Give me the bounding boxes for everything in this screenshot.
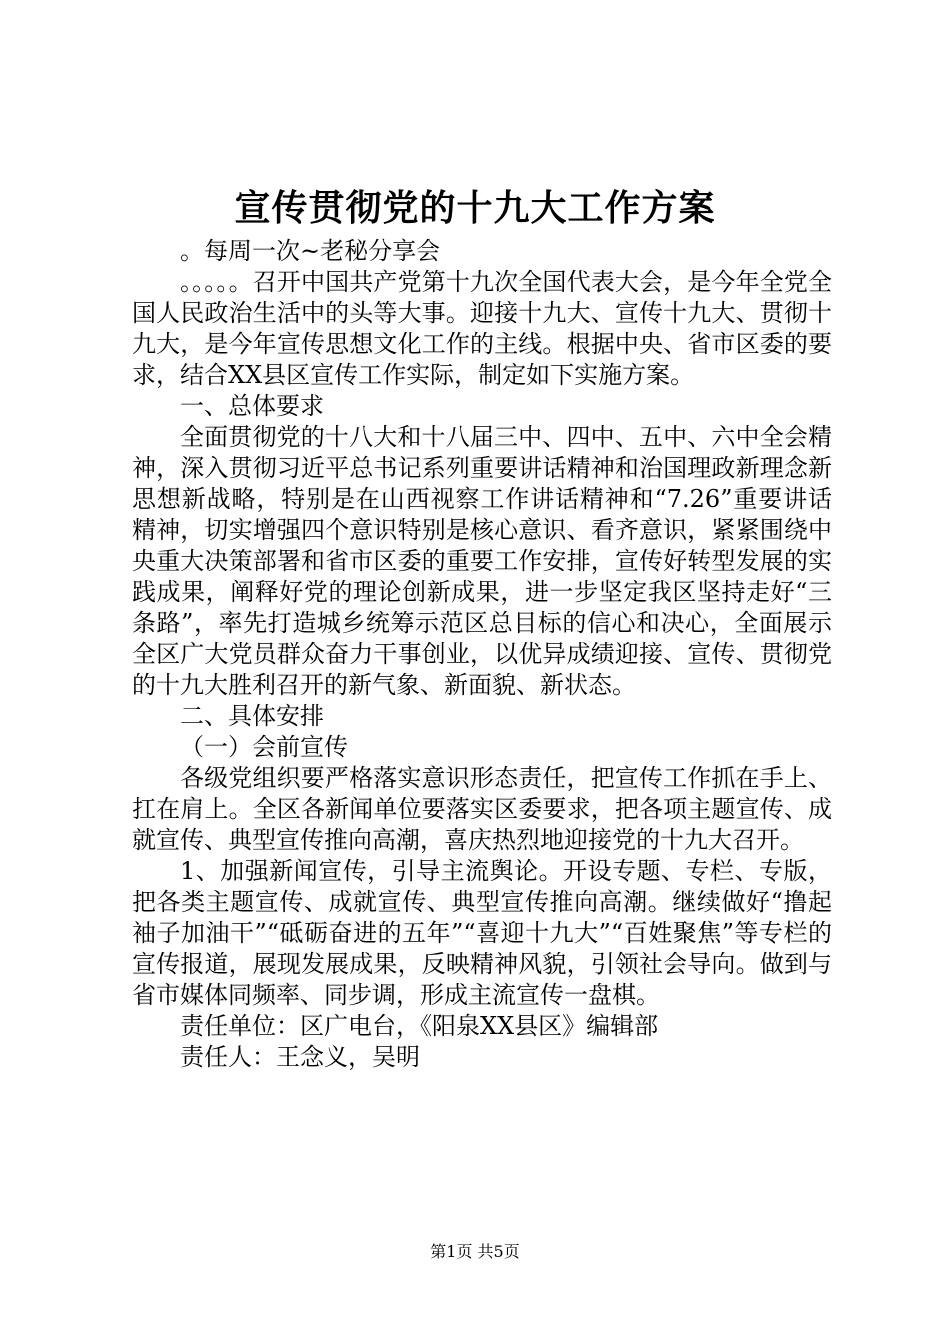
section-heading-specific-arrangements: 二、具体安排: [180, 702, 324, 730]
paragraph-responsible-unit: 责任单位：区广电台，《阳泉XX县区》编辑部: [180, 1012, 659, 1040]
paragraph-intro: 。。。。。召开中国共产党第十九次全国代表大会，是今年全党全国人民政治生活中的头等大事。迎接十九大、宣传十九大、贯彻十九大，是今年宣传思想文化工作的主线。根据中央、省市区委的要求，结合XX县区宣传工作实际，制定如下实施方案。: [132, 268, 832, 389]
section-heading-general-requirements: 一、总体要求: [180, 392, 324, 420]
paragraph-general-requirements: 全面贯彻党的十八大和十八届三中、四中、五中、六中全会精神，深入贯彻习近平总书记系列重要讲话精神和治国理政新理念新思想新战略，特别是在山西视察工作讲话精神和“7.26”重要讲话精神，切实增强四个意识特别是核心意识、看齐意识，紧紧围绕中央重大决策部署和省市区委的重要工作安排，宣传好转型发展的实践成果，阐释好党的理论创新成果，进一步坚定我区坚持走好“三条路”，率先打造城乡统筹示范区总目标的信心和决心，全面展示全区广大党员群众奋力干事创业，以优异成绩迎接、宣传、贯彻党的十九大胜利召开的新气象、新面貌、新状态。: [132, 423, 832, 699]
subsection-heading-pre-meeting: （一）会前宣传: [180, 733, 348, 761]
page-number-footer: 第1页 共5页: [430, 1242, 520, 1261]
paragraph-header-note: 。每周一次~老秘分享会: [180, 237, 441, 265]
document-body: [132, 236, 832, 1073]
document-title: 宣传贯彻党的十九大工作方案: [234, 187, 716, 229]
paragraph-responsible-person: 责任人：王念义，吴明: [180, 1043, 420, 1071]
paragraph-item-1: 1、加强新闻宣传，引导主流舆论。开设专题、专栏、专版，把各类主题宣传、成就宣传、典型宣传推向高潮。继续做好“撸起袖子加油干”“砥砺奋进的五年”“喜迎十九大”“百姓聚焦”等专栏的宣传报道，展现发展成果，反映精神风貌，引领社会导向。做到与省市媒体同频率、同步调，形成主流宣传一盘棋。: [132, 857, 832, 1009]
paragraph-pre-meeting: 各级党组织要严格落实意识形态责任，把宣传工作抓在手上、扛在肩上。全区各新闻单位要落实区委要求，把各项主题宣传、成就宣传、典型宣传推向高潮，喜庆热烈地迎接党的十九大召开。: [132, 764, 832, 854]
